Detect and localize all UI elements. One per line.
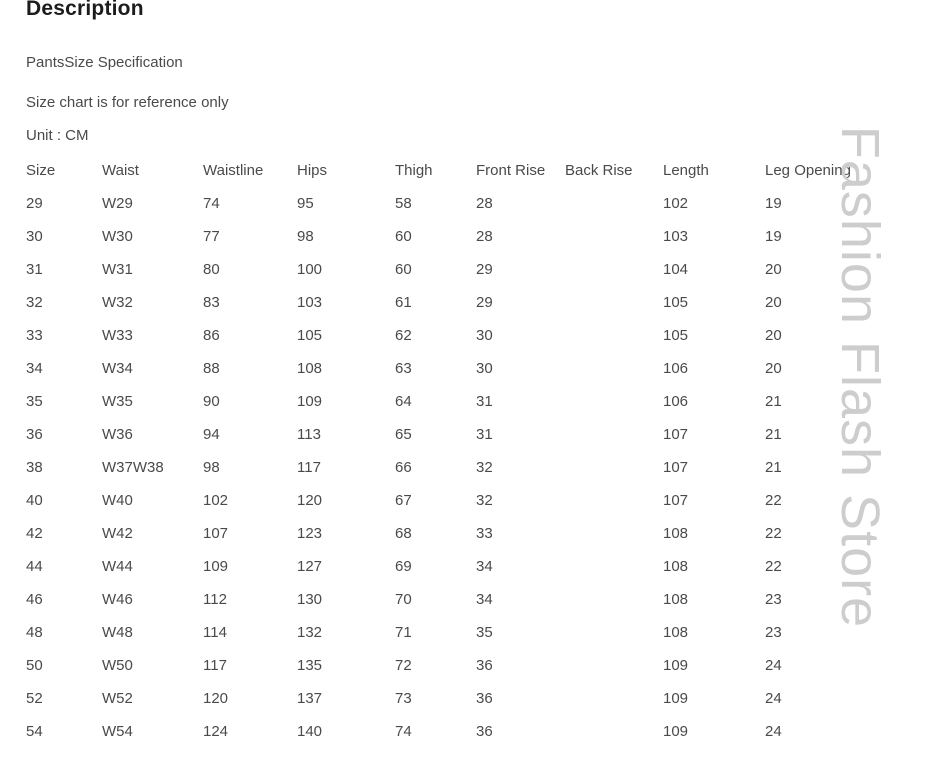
table-cell: W33 (102, 327, 133, 344)
table-cell: 48 (26, 624, 43, 641)
table-cell: 20 (765, 327, 782, 344)
table-cell (565, 451, 663, 484)
table-cell: 72 (395, 657, 412, 674)
table-cell: 109 (663, 690, 689, 707)
table-cell: 21 (765, 459, 782, 476)
table-row (26, 484, 925, 517)
table-cell: W48 (102, 624, 133, 641)
table-cell: 127 (297, 558, 323, 575)
table-cell: 107 (663, 492, 689, 509)
table-cell: W37W38 (102, 459, 164, 476)
table-cell: 40 (26, 492, 43, 509)
table-cell: 23 (765, 591, 782, 608)
table-cell: 86 (203, 327, 220, 344)
table-row (26, 352, 925, 385)
table-cell: 123 (297, 525, 323, 542)
table-cell: 107 (663, 459, 689, 476)
table-cell (565, 187, 663, 220)
table-cell: 108 (663, 624, 689, 641)
table-cell: 30 (476, 360, 493, 377)
table-cell: W46 (102, 591, 133, 608)
table-cell: 30 (26, 228, 43, 245)
table-cell: 114 (203, 624, 227, 641)
table-cell: 35 (476, 624, 493, 641)
table-cell: 20 (765, 261, 782, 278)
table-cell: 29 (476, 261, 493, 278)
table-cell: 105 (297, 327, 323, 344)
table-cell: 98 (203, 459, 220, 476)
table-cell: 71 (395, 624, 412, 641)
table-cell: 20 (765, 294, 782, 311)
table-cell: 80 (203, 261, 220, 278)
table-cell: 83 (203, 294, 220, 311)
table-cell: 19 (765, 228, 782, 245)
table-cell: 70 (395, 591, 412, 608)
table-cell: 77 (203, 228, 220, 245)
table-cell: 109 (297, 393, 323, 410)
table-cell: 109 (203, 558, 229, 575)
table-cell: 31 (26, 261, 43, 278)
table-row (26, 550, 925, 583)
table-cell: 103 (297, 294, 323, 311)
table-cell: 33 (26, 327, 43, 344)
table-cell: 67 (395, 492, 412, 509)
table-cell: 66 (395, 459, 412, 476)
table-cell: 46 (26, 591, 43, 608)
table-cell: 64 (395, 393, 412, 410)
size-chart-table (26, 154, 925, 748)
table-cell: W52 (102, 690, 133, 707)
store-watermark: Fashion Flash Store (830, 125, 890, 629)
table-cell: W50 (102, 657, 133, 674)
table-cell: 32 (476, 492, 493, 509)
table-cell: 23 (765, 624, 782, 641)
table-cell: W54 (102, 723, 133, 740)
table-cell: 104 (663, 261, 689, 278)
table-cell: 54 (26, 723, 43, 740)
table-cell: 108 (663, 591, 689, 608)
unit-label: Unit : CM (26, 127, 89, 144)
table-cell: 106 (663, 360, 689, 377)
table-cell: 98 (297, 228, 314, 245)
table-cell: 108 (663, 525, 689, 542)
table-row (26, 451, 925, 484)
table-cell: 24 (765, 657, 782, 674)
table-cell: W29 (102, 195, 133, 212)
table-cell (565, 517, 663, 550)
table-cell (565, 649, 663, 682)
table-cell (565, 715, 663, 748)
table-cell: W32 (102, 294, 133, 311)
table-cell: 137 (297, 690, 323, 707)
page-title: Description (26, 0, 144, 20)
table-cell: 124 (203, 723, 229, 740)
column-header: Thigh (395, 162, 433, 179)
table-header-row (26, 154, 925, 187)
table-cell: 44 (26, 558, 43, 575)
table-cell: W36 (102, 426, 133, 443)
table-cell (565, 286, 663, 319)
spec-title: PantsSize Specification (26, 54, 183, 71)
table-cell: 34 (476, 591, 493, 608)
table-cell: 112 (203, 591, 227, 608)
table-cell: 105 (663, 327, 689, 344)
table-cell: 22 (765, 492, 782, 509)
table-cell: 35 (26, 393, 43, 410)
table-cell: 113 (297, 426, 321, 443)
table-cell: 28 (476, 195, 493, 212)
table-body (26, 187, 925, 748)
table-cell: 36 (476, 690, 493, 707)
table-cell: 90 (203, 393, 220, 410)
column-header: Leg Opening (765, 162, 851, 179)
table-cell: 34 (476, 558, 493, 575)
table-cell: 38 (26, 459, 43, 476)
table-cell: 108 (663, 558, 689, 575)
table-row (26, 715, 925, 748)
table-cell (565, 583, 663, 616)
table-cell (565, 385, 663, 418)
table-cell (565, 319, 663, 352)
table-cell: 29 (26, 195, 43, 212)
table-cell: 94 (203, 426, 220, 443)
table-cell (565, 682, 663, 715)
table-cell: 24 (765, 690, 782, 707)
table-cell: 21 (765, 393, 782, 410)
table-cell: 52 (26, 690, 43, 707)
table-cell: 42 (26, 525, 43, 542)
table-cell: W42 (102, 525, 133, 542)
table-row (26, 187, 925, 220)
table-cell: 107 (663, 426, 689, 443)
table-cell: 120 (203, 690, 229, 707)
table-row (26, 286, 925, 319)
table-cell: 108 (297, 360, 323, 377)
table-cell: 21 (765, 426, 782, 443)
table-cell: 32 (26, 294, 43, 311)
table-cell: 68 (395, 525, 412, 542)
column-header: Length (663, 162, 709, 179)
table-row (26, 220, 925, 253)
column-header: Front Rise (476, 162, 546, 179)
table-cell: 29 (476, 294, 493, 311)
table-cell: 65 (395, 426, 412, 443)
table-row (26, 616, 925, 649)
table-cell: 31 (476, 426, 493, 443)
table-row (26, 418, 925, 451)
table-cell (565, 616, 663, 649)
table-cell: 140 (297, 723, 323, 740)
table-cell: W35 (102, 393, 133, 410)
table-cell: 120 (297, 492, 323, 509)
table-cell: 30 (476, 327, 493, 344)
table-cell: 60 (395, 228, 412, 245)
table-cell: 109 (663, 723, 689, 740)
reference-note: Size chart is for reference only (26, 94, 229, 111)
table-row (26, 682, 925, 715)
column-header: Hips (297, 162, 328, 179)
table-cell: 36 (26, 426, 43, 443)
table-cell: 88 (203, 360, 220, 377)
table-cell: 50 (26, 657, 43, 674)
table-cell: 58 (395, 195, 412, 212)
table-cell: 32 (476, 459, 493, 476)
table-cell: 105 (663, 294, 689, 311)
table-cell: 95 (297, 195, 314, 212)
table-cell: W30 (102, 228, 133, 245)
table-cell: 132 (297, 624, 323, 641)
table-cell: 62 (395, 327, 412, 344)
table-cell: 106 (663, 393, 689, 410)
table-cell: 102 (663, 195, 689, 212)
table-cell: 102 (203, 492, 229, 509)
column-header: Waistline (203, 162, 264, 179)
table-cell: 36 (476, 657, 493, 674)
table-cell: 22 (765, 558, 782, 575)
table-cell: 19 (765, 195, 782, 212)
table-cell: 73 (395, 690, 412, 707)
column-header: Size (26, 162, 56, 179)
table-row (26, 253, 925, 286)
column-header: Back Rise (565, 162, 633, 179)
table-row (26, 517, 925, 550)
table-row (26, 319, 925, 352)
table-cell: 34 (26, 360, 43, 377)
table-cell: 20 (765, 360, 782, 377)
table-cell: 100 (297, 261, 323, 278)
table-cell: 117 (297, 459, 321, 476)
table-cell: 103 (663, 228, 689, 245)
table-cell: 69 (395, 558, 412, 575)
table-cell: 33 (476, 525, 493, 542)
table-cell: 135 (297, 657, 323, 674)
table-cell: 109 (663, 657, 689, 674)
table-cell: 63 (395, 360, 412, 377)
table-cell: 74 (395, 723, 412, 740)
table-row (26, 649, 925, 682)
table-cell: 61 (395, 294, 412, 311)
table-cell: 74 (203, 195, 220, 212)
table-cell: W44 (102, 558, 133, 575)
column-header: Waist (102, 162, 139, 179)
table-cell: 36 (476, 723, 493, 740)
table-cell: W34 (102, 360, 133, 377)
table-cell (565, 220, 663, 253)
table-cell: 130 (297, 591, 323, 608)
table-cell: W31 (102, 261, 133, 278)
table-cell: 24 (765, 723, 782, 740)
table-cell (565, 253, 663, 286)
table-cell: W40 (102, 492, 133, 509)
table-cell: 28 (476, 228, 493, 245)
table-cell (565, 550, 663, 583)
table-cell (565, 352, 663, 385)
table-cell: 107 (203, 525, 229, 542)
table-cell: 31 (476, 393, 493, 410)
table-cell: 117 (203, 657, 227, 674)
table-row (26, 385, 925, 418)
table-cell: 22 (765, 525, 782, 542)
table-cell (565, 484, 663, 517)
table-row (26, 583, 925, 616)
table-cell: 60 (395, 261, 412, 278)
table-cell (565, 418, 663, 451)
